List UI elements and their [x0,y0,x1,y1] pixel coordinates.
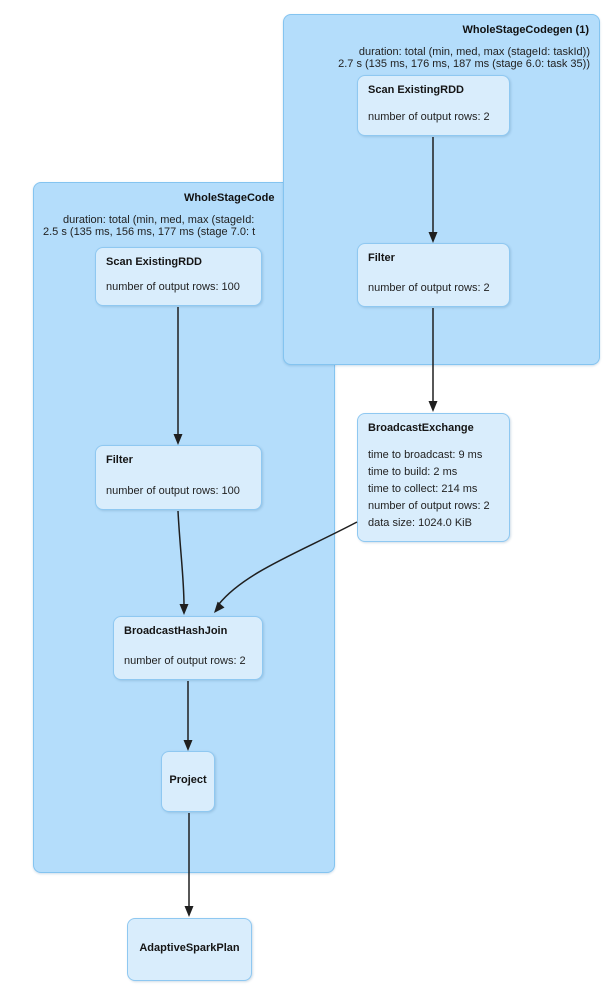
node-metrics [368,447,499,532]
node-metrics [124,653,252,670]
cluster-duration-label: duration: total (min, med, max (stageId: [63,214,255,226]
metric-output-rows: number of output rows: 100 [106,485,240,497]
node-filter-2[interactable] [95,445,262,510]
node-metrics [106,279,251,296]
node-title: Filter [106,454,133,466]
metric-time-to-build: time to build: 2 ms [368,466,458,478]
metric-output-rows: number of output rows: 100 [106,281,240,293]
node-broadcastexchange[interactable] [357,413,510,542]
node-title: BroadcastExchange [368,422,474,434]
node-adaptivesparkplan[interactable] [127,918,252,981]
node-filter-1[interactable] [357,243,510,307]
node-broadcasthashjoin[interactable] [113,616,263,680]
arrowhead-project-asp [185,906,194,917]
node-metrics [106,483,251,500]
node-scan-existingrdd-2[interactable] [95,247,262,306]
node-metrics [368,109,499,126]
node-title: Filter [368,252,395,264]
metric-output-rows: number of output rows: 2 [368,111,490,123]
node-scan-existingrdd-1[interactable] [357,75,510,136]
cluster-title: WholeStageCodegen (1) [462,24,589,36]
metric-output-rows: number of output rows: 2 [124,655,246,667]
metric-time-to-collect: time to collect: 214 ms [368,483,478,495]
node-title: Project [169,774,207,786]
metric-output-rows: number of output rows: 2 [368,500,490,512]
cluster-duration-value: 2.5 s (135 ms, 156 ms, 177 ms (stage 7.0: t [43,226,256,238]
cluster-duration-label: duration: total (min, med, max (stageId: taskId)) [358,46,590,58]
metric-time-to-broadcast: time to broadcast: 9 ms [368,449,483,461]
node-metrics [368,280,499,297]
node-title: Scan ExistingRDD [368,84,464,96]
cluster-wholestagecodegen-1 [283,14,600,365]
node-title: Scan ExistingRDD [106,256,202,268]
metric-output-rows: number of output rows: 2 [368,282,490,294]
arrowhead-filter1-bex [429,401,438,412]
cluster-duration-value: 2.7 s (135 ms, 176 ms, 187 ms (stage 6.0: task 35)) [338,58,590,70]
metric-data-size: data size: 1024.0 KiB [368,517,472,529]
node-title: AdaptiveSparkPlan [139,942,240,954]
node-project[interactable] [161,751,215,812]
node-title: BroadcastHashJoin [124,625,228,637]
cluster-title: WholeStageCode [184,192,275,204]
